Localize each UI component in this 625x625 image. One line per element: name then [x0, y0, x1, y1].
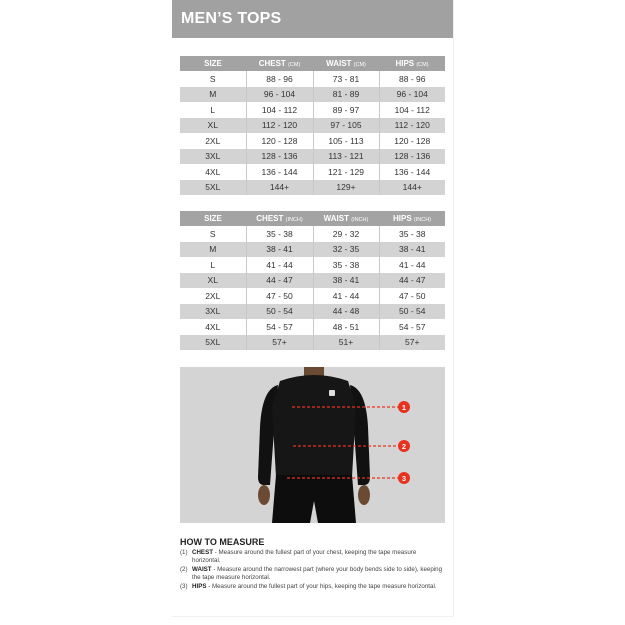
size-cell: 4XL [205, 166, 221, 177]
how-to-heading: HOW TO MEASURE [180, 537, 265, 547]
brand-logo-icon [329, 390, 335, 396]
right-hand [358, 485, 370, 505]
how-to-item [180, 583, 446, 591]
marker-3 [398, 472, 410, 484]
marker-2 [398, 440, 410, 452]
measurement-cell: 73 - 81 [313, 71, 379, 87]
table-row [180, 133, 445, 149]
column-header-label: SIZE [204, 214, 222, 223]
how-to-item-number: (2) [180, 565, 188, 573]
measurement-cell: 136 - 144 [379, 164, 445, 180]
measurement-cell: 29 - 32 [313, 226, 379, 242]
measurement-cell: 96 - 104 [246, 87, 313, 103]
column-header-unit: (INCH) [413, 217, 431, 223]
how-to-item-number: (3) [180, 582, 188, 590]
marker-1 [398, 401, 410, 413]
column-header-unit: (INCH) [351, 217, 369, 223]
left-hand [258, 485, 270, 505]
size-cell: 4XL [205, 321, 221, 332]
size-cell: XL [180, 273, 246, 289]
size-table-inch [180, 211, 445, 350]
model-illustration [180, 367, 445, 523]
measurement-cell: 88 - 96 [246, 71, 313, 87]
measurement-cell: 112 - 120 [246, 118, 313, 134]
table-row [180, 71, 445, 87]
measurement-cell: 113 - 121 [313, 149, 379, 165]
column-header-label: CHEST [258, 59, 286, 68]
svg-text:1: 1 [401, 403, 407, 412]
how-to-measure [180, 537, 446, 591]
table-row [180, 226, 445, 242]
column-header-unit: (INCH) [285, 217, 303, 223]
column-header [313, 211, 379, 226]
table-row [180, 335, 445, 351]
title-banner [172, 0, 453, 38]
size-cell: S [209, 73, 216, 84]
measurement-cell: 41 - 44 [379, 257, 445, 273]
column-header [379, 211, 445, 226]
table-row [180, 242, 445, 258]
measurement-cell: 88 - 96 [379, 71, 445, 87]
page-title: MEN’S TOPS [181, 10, 282, 27]
svg-text:2: 2 [401, 442, 407, 451]
measurement-cell: 35 - 38 [313, 257, 379, 273]
size-cell: S [209, 228, 216, 239]
column-header-label: SIZE [204, 59, 222, 68]
table-row [180, 257, 445, 273]
measurement-cell: 144+ [246, 180, 313, 196]
size-cell: 2XL [205, 290, 221, 301]
measurement-cell: 38 - 41 [246, 242, 313, 258]
size-cell: M [180, 242, 246, 258]
measurement-cell: 41 - 44 [246, 257, 313, 273]
column-header-label: CHEST [256, 214, 284, 223]
column-header-label: WAIST [323, 214, 349, 223]
size-cell: 3XL [180, 149, 246, 165]
column-header-unit: (CM) [353, 62, 366, 68]
column-header-label: WAIST [326, 59, 352, 68]
size-cell: 3XL [180, 304, 246, 320]
measurement-cell: 41 - 44 [313, 288, 379, 304]
how-to-item-text: - Measure around the narrowest part (where your body bends side to side), keeping the tape measure horizontal. [192, 565, 443, 582]
how-to-item-term: WAIST [192, 565, 212, 573]
measurement-cell: 32 - 35 [313, 242, 379, 258]
column-header-label: HIPS [392, 214, 412, 223]
table-row [180, 164, 445, 180]
column-header-unit: (CM) [288, 62, 301, 68]
measurement-cell: 104 - 112 [246, 102, 313, 118]
measurement-cell: 136 - 144 [246, 164, 313, 180]
measurement-cell: 81 - 89 [313, 87, 379, 103]
how-to-item-term: HIPS [192, 582, 207, 590]
measurement-cell: 129+ [313, 180, 379, 196]
table-row [180, 180, 445, 196]
table-row [180, 319, 445, 335]
measurement-cell: 104 - 112 [379, 102, 445, 118]
measurement-cell: 128 - 136 [246, 149, 313, 165]
size-cell: L [210, 259, 216, 270]
size-guide-card [172, 0, 454, 617]
measurement-cell: 50 - 54 [379, 304, 445, 320]
table-row [180, 304, 445, 320]
svg-text:3: 3 [401, 474, 407, 483]
size-cell: XL [180, 118, 246, 134]
how-to-item-term: CHEST [192, 549, 213, 556]
measurement-cell: 38 - 41 [313, 273, 379, 289]
table-row [180, 288, 445, 304]
table-row [180, 87, 445, 103]
table-row [180, 102, 445, 118]
measurement-cell: 48 - 51 [313, 319, 379, 335]
measurement-cell: 128 - 136 [379, 149, 445, 165]
column-header-unit: (CM) [416, 62, 429, 68]
measurement-cell: 97 - 105 [313, 118, 379, 134]
size-cell: 5XL [180, 180, 246, 196]
measurement-cell: 120 - 128 [246, 133, 313, 149]
size-cell: L [210, 104, 216, 115]
table-row [180, 118, 445, 134]
column-header [180, 56, 246, 71]
measurement-cell: 38 - 41 [379, 242, 445, 258]
measurement-cell: 112 - 120 [379, 118, 445, 134]
measurement-cell: 96 - 104 [379, 87, 445, 103]
measurement-cell: 51+ [313, 335, 379, 351]
measurement-cell: 54 - 57 [379, 319, 445, 335]
how-to-item [180, 566, 446, 583]
how-to-item [180, 549, 446, 566]
how-to-item-text: - Measure around the fullest part of your hips, keeping the tape measure horizontal. [206, 582, 437, 590]
size-cell: 5XL [180, 335, 246, 351]
measurement-cell: 54 - 57 [246, 319, 313, 335]
how-to-item-text: - Measure around the fullest part of your chest, keeping the tape measure horizontal. [192, 549, 417, 565]
table-row [180, 149, 445, 165]
measurement-cell: 44 - 47 [246, 273, 313, 289]
shorts [272, 475, 356, 523]
column-header-label: HIPS [395, 59, 415, 68]
measurement-cell: 50 - 54 [246, 304, 313, 320]
measurement-cell: 144+ [379, 180, 445, 196]
measurement-cell: 89 - 97 [313, 102, 379, 118]
how-to-item-number: (1) [180, 549, 188, 556]
size-cell: M [180, 87, 246, 103]
measurement-cell: 47 - 50 [246, 288, 313, 304]
measurement-cell: 44 - 48 [313, 304, 379, 320]
measurement-cell: 105 - 113 [313, 133, 379, 149]
torso-shirt [272, 375, 356, 477]
size-cell: 2XL [205, 135, 221, 146]
size-table-cm [180, 56, 445, 195]
column-header [180, 211, 246, 226]
measurement-cell: 120 - 128 [379, 133, 445, 149]
table-row [180, 273, 445, 289]
measurement-cell: 57+ [379, 335, 445, 351]
measurement-cell: 35 - 38 [379, 226, 445, 242]
column-header [379, 56, 445, 71]
measurement-cell: 121 - 129 [313, 164, 379, 180]
measurement-cell: 44 - 47 [379, 273, 445, 289]
column-header [313, 56, 379, 71]
measurement-cell: 57+ [246, 335, 313, 351]
column-header [246, 211, 313, 226]
table-header-row [180, 211, 445, 226]
measurement-figure [180, 367, 445, 523]
table-header-row [180, 56, 445, 71]
column-header [246, 56, 313, 71]
measurement-cell: 35 - 38 [246, 226, 313, 242]
how-to-list [180, 549, 446, 591]
measurement-cell: 47 - 50 [379, 288, 445, 304]
